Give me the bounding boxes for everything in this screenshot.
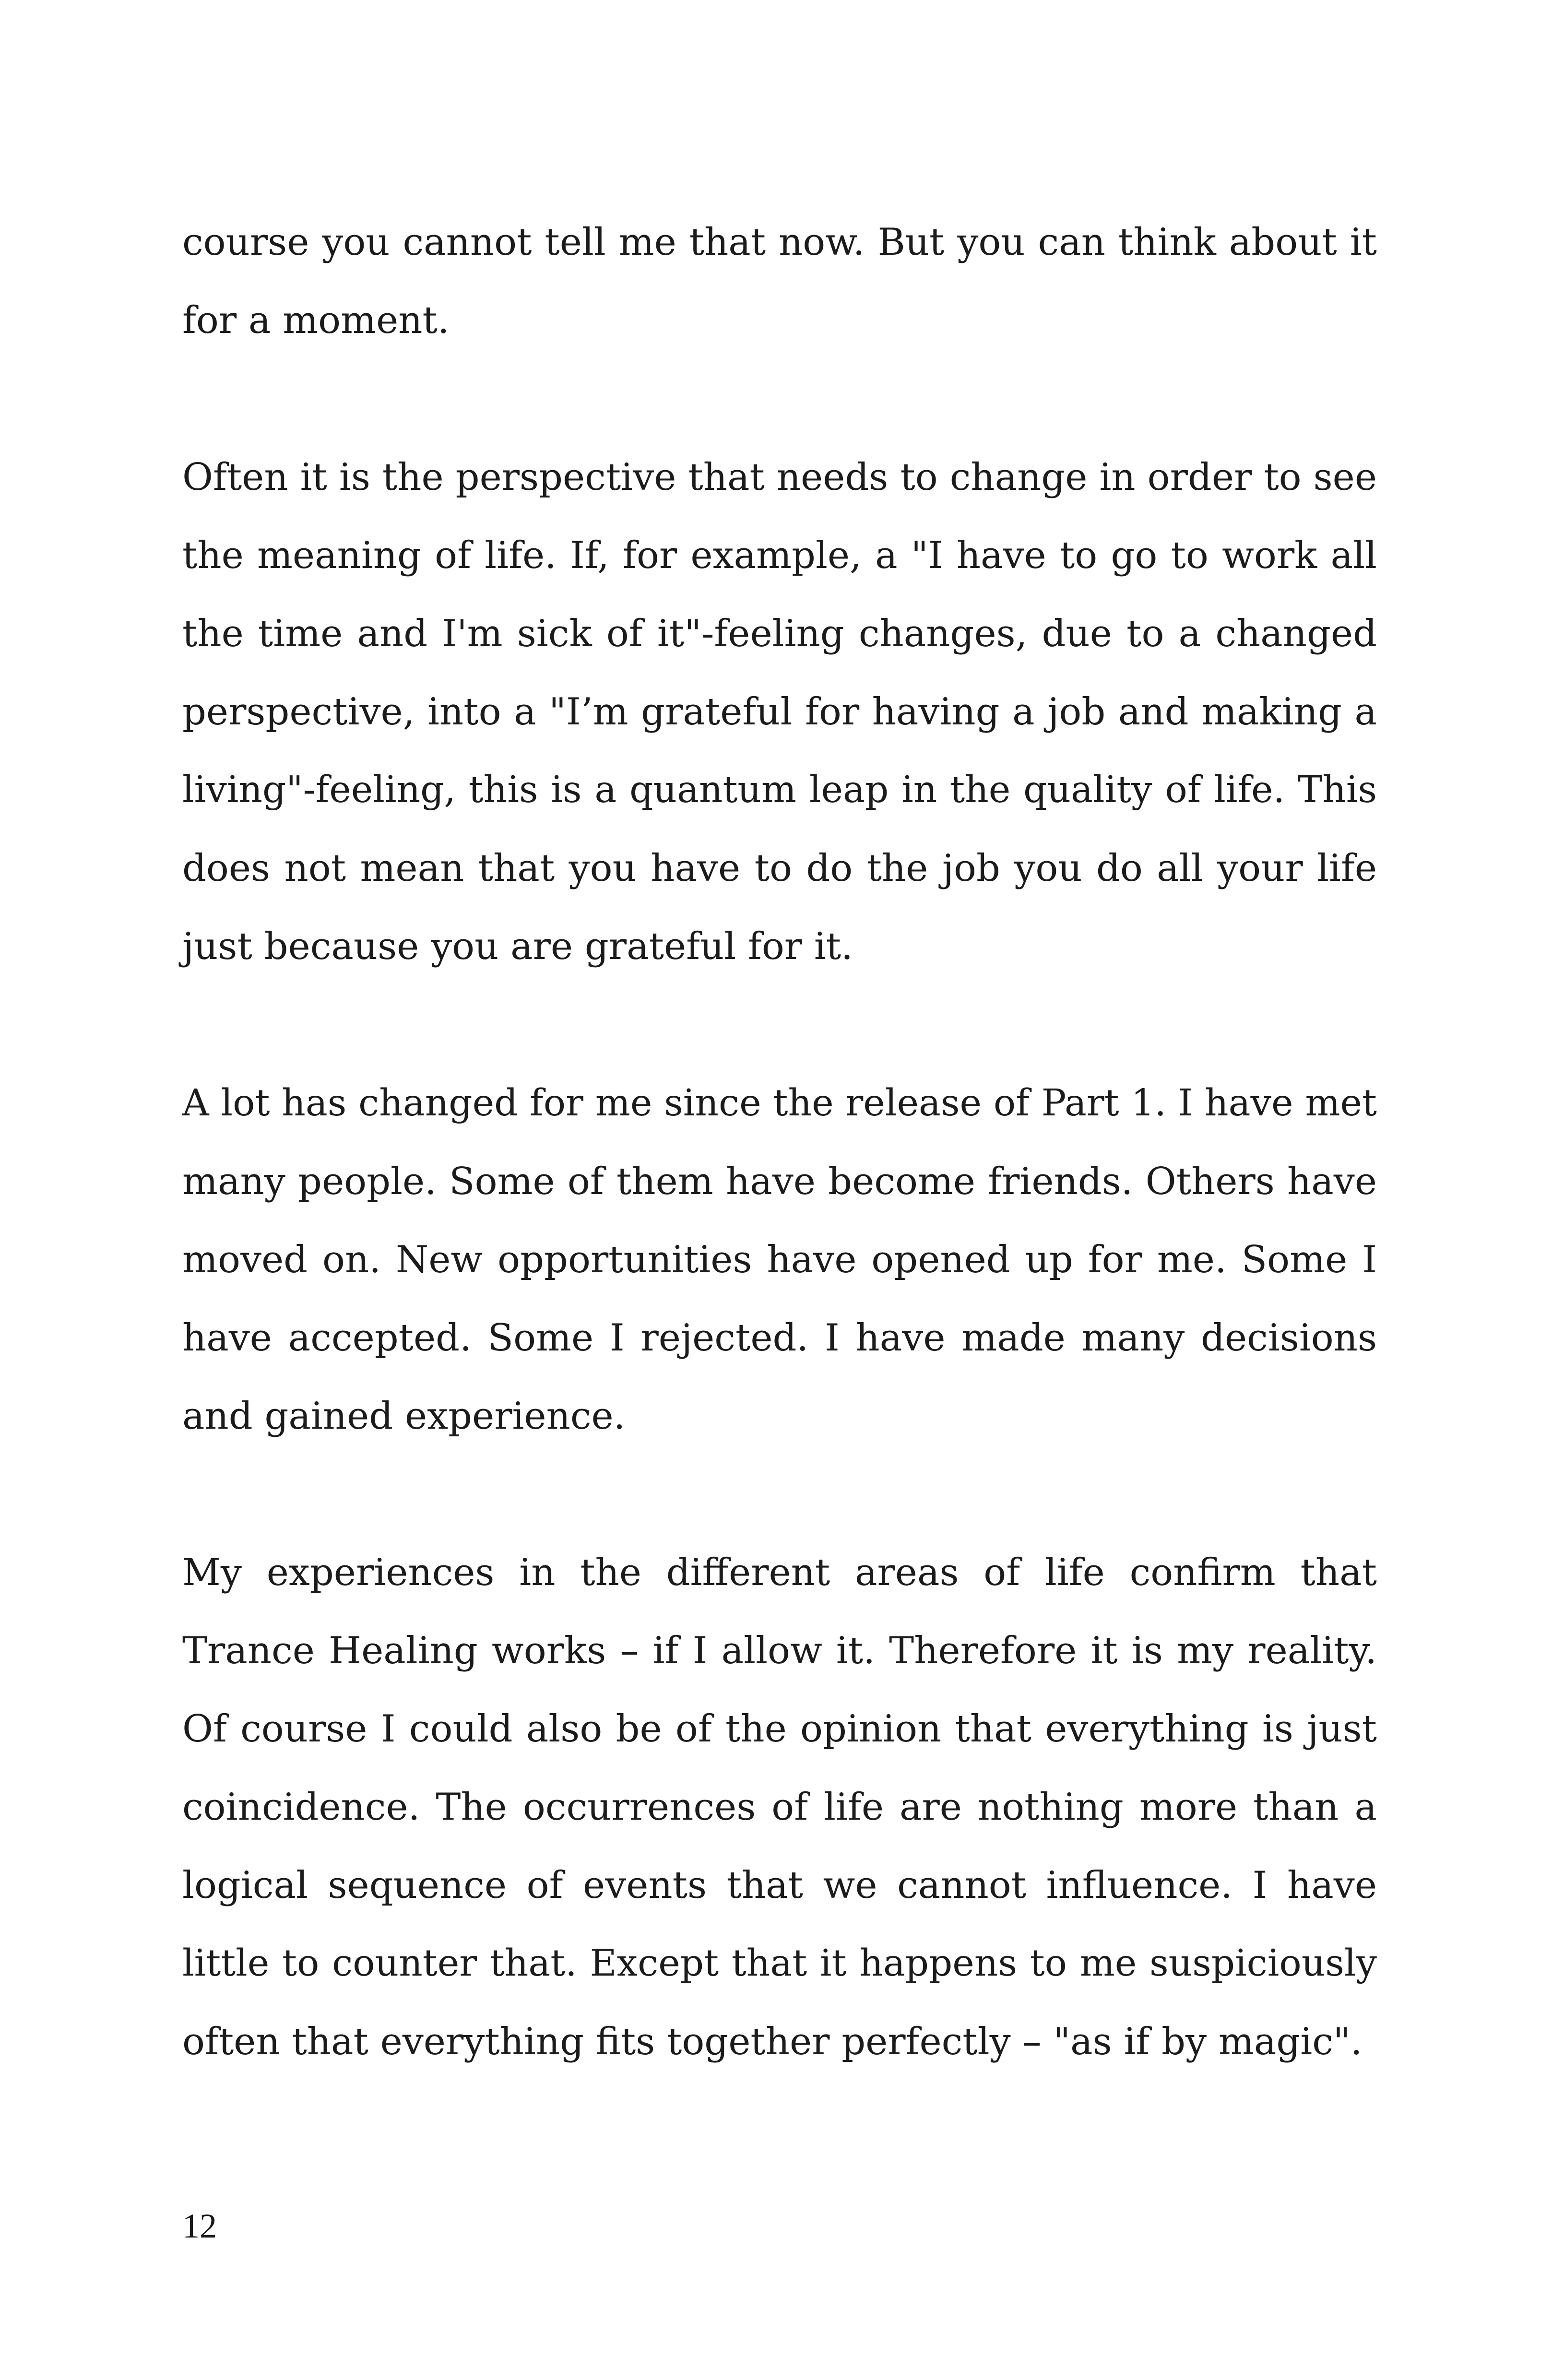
text-line: the time and I'm sick of it"-feeling changes, due to a changed — [182, 612, 1377, 655]
text-line: often that everything fits together perfectly – "as if by magic". — [182, 2020, 1363, 2063]
text-line: coincidence. The occurrences of life are nothing more than a — [182, 1786, 1377, 1829]
text-line: for a moment. — [182, 299, 450, 342]
text-line: many people. Some of them have become friends. Others have — [182, 1160, 1377, 1203]
text-line: living"-feeling, this is a quantum leap in the quality of life. This — [182, 769, 1377, 811]
text-line: just because you are grateful for it. — [182, 925, 853, 968]
text-line: Trance Healing works – if I allow it. Therefore it is my reality. — [182, 1629, 1377, 1672]
text-line: and gained experience. — [182, 1395, 626, 1438]
text-line: the meaning of life. If, for example, a "I have to go to work all — [182, 534, 1377, 577]
text-line: does not mean that you have to do the job you do all your life — [182, 847, 1377, 890]
text-line: have accepted. Some I rejected. I have made many decisions — [182, 1316, 1377, 1360]
text-line: course you cannot tell me that now. But you can think about it — [182, 221, 1377, 264]
text-line: Of course I could also be of the opinion that everything is just — [182, 1707, 1377, 1751]
text-line: A lot has changed for me since the release of Part 1. I have met — [182, 1082, 1377, 1125]
text-line: perspective, into a "I’m grateful for having a job and making a — [182, 690, 1377, 734]
page-number: 12 — [182, 2207, 217, 2245]
text-line: My experiences in the different areas of life confirm that — [182, 1551, 1377, 1594]
text-line: Often it is the perspective that needs to change in order to see — [182, 456, 1377, 499]
text-line: logical sequence of events that we cannot influence. I have — [182, 1864, 1377, 1907]
text-line: moved on. New opportunities have opened up for me. Some I — [182, 1238, 1377, 1281]
text-line: little to counter that. Except that it happens to me suspiciously — [182, 1942, 1377, 1985]
